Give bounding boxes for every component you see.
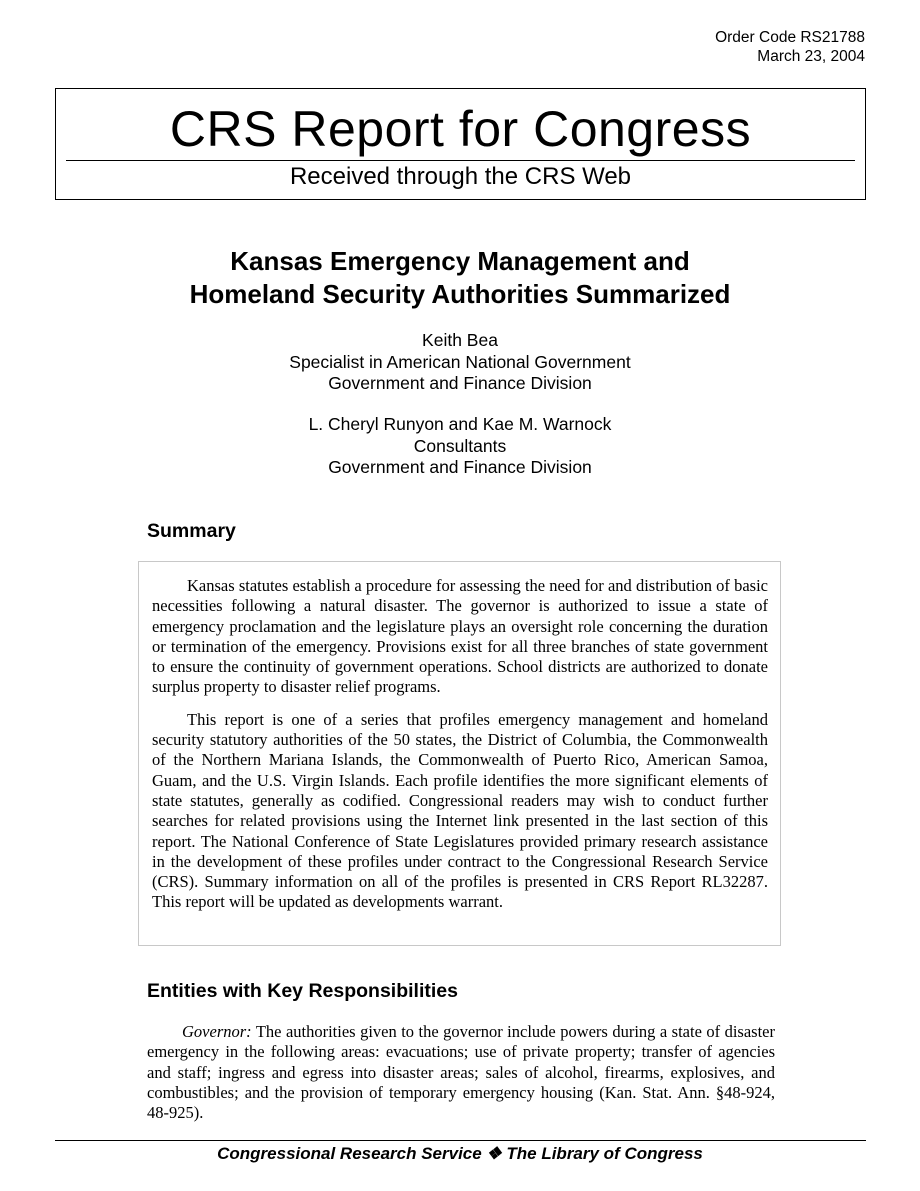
summary-paragraph-2: This report is one of a series that profiles emergency management and homeland security statutory authorities of the 50 states, the District of Columbia, the Commonwealth of the Northern Mariana Islands, the Commonwealth of Puerto Rico, American Samoa, Guam, and the U.S. Virgin Islands. Each profile identifies the more significant elements of state statutes, generally as codified. Congressional readers may wish to conduct further searches for related provisions using the Internet link presented in the last section of this report. The National Conference of State Legislatures provided primary research assistance in the development of these profiles under contract to the Congressional Research Service (CRS). Summary information on all of the profiles is presented in CRS Report RL32287. This report will be updated as developments warrant. [152,709,768,912]
author-block-2 [0,414,920,479]
masthead-divider [66,160,855,161]
author-division: Government and Finance Division [328,457,592,477]
footer-divider [55,1140,866,1141]
governor-paragraph [147,1022,775,1123]
author-position: Consultants [413,435,507,456]
summary-box [138,561,781,946]
report-title-line-1: Kansas Emergency Management and [230,246,690,276]
order-info [715,28,865,66]
report-date: March 23, 2004 [757,48,865,65]
report-title-line-2: Homeland Security Authorities Summarized [189,279,731,309]
masthead [55,88,866,200]
governor-label: Governor: [182,1022,252,1041]
governor-text: The authorities given to the governor include powers during a state of disaster emergency in the following areas: evacuations; use of private property; transfer of agencies and staff; ingress and egress into disaster areas; sales of alcohol, firearms, explosives, and combustibles; and the provision of temporary emergency housing (Kan. Stat. Ann. §48-924, 48-925). [147,1022,775,1123]
masthead-title: CRS Report for Congress [169,101,752,157]
summary-paragraph-1: Kansas statutes establish a procedure for assessing the need for and distribution of basic necessities following a natural disaster. The governor is authorized to issue a state of emergency proclamation and the legislature plays an oversight role concerning the duration or termination of the emergency. Provisions exist for all three branches of state government to ensure the continuity of government operations. School districts are authorized to donate surplus property to disaster relief programs. [152,576,768,697]
masthead-subtitle: Received through the CRS Web [289,163,632,190]
author-block-1 [0,330,920,395]
author-name: Keith Bea [422,330,498,350]
author-division: Government and Finance Division [328,373,592,393]
author-name: L. Cheryl Runyon and Kae M. Warnock [308,414,612,434]
entities-heading: Entities with Key Responsibilities [147,980,458,1002]
author-position: Specialist in American National Government [289,351,631,372]
order-code: Order Code RS21788 [715,29,865,46]
report-title [0,245,920,311]
summary-heading: Summary [147,520,236,542]
footer-text: Congressional Research Service ❖ The Library of Congress [217,1144,703,1163]
